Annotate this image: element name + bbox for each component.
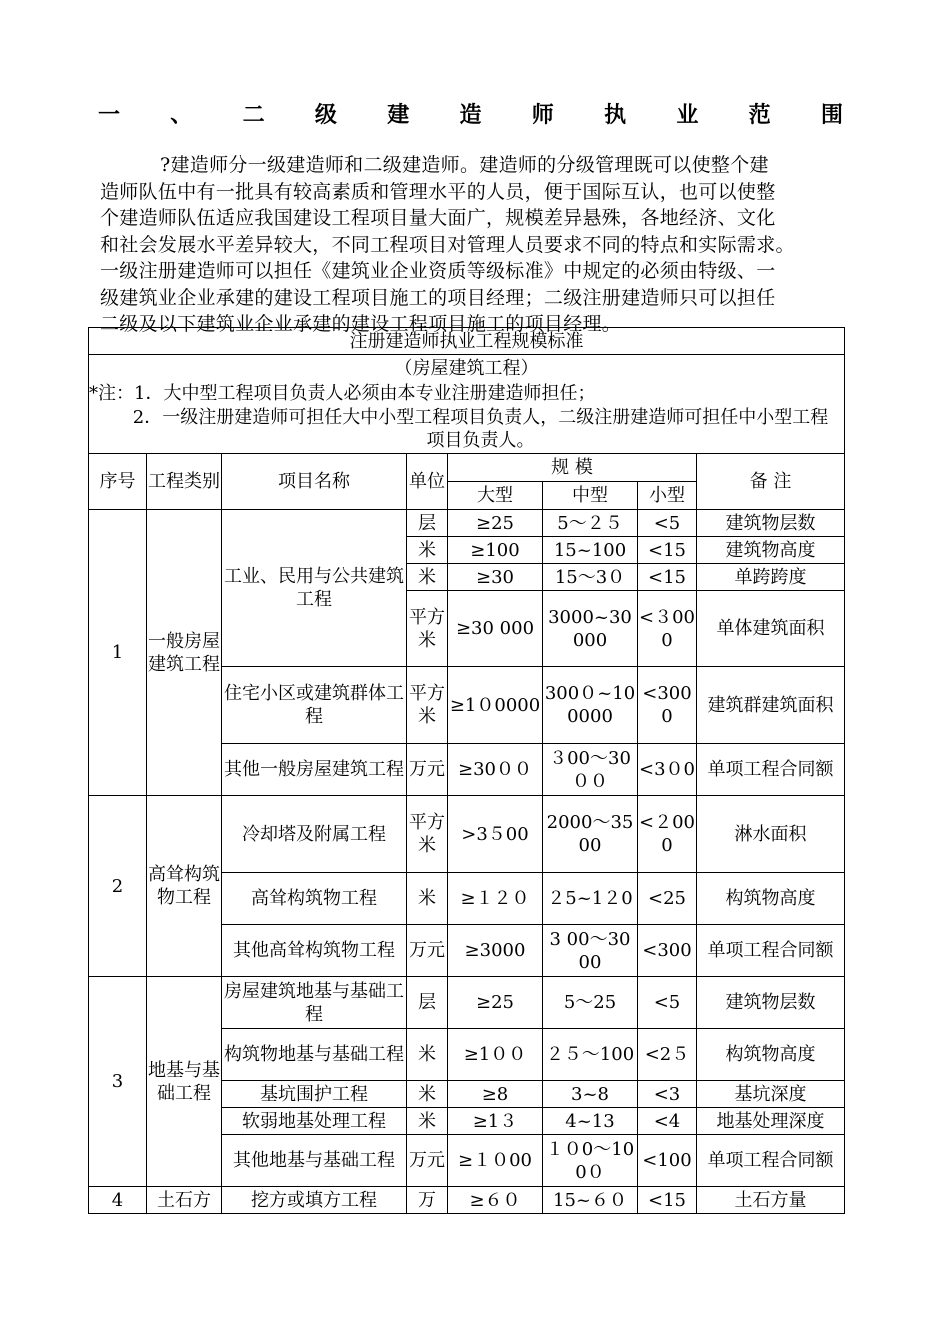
header-project: 项目名称 [222,454,407,510]
small-cell: <3000 [638,667,697,744]
header-medium: 中型 [543,482,638,510]
medium-cell: 5～２５ [543,510,638,537]
seq-cell: 2 [89,796,147,977]
medium-cell: ３00～30００ [543,744,638,796]
project-cell: 其他高耸构筑物工程 [222,925,407,977]
intro-line: 和社会发展水平差异较大，不同工程项目对管理人员要求不同的特点和实际需求。 [100,233,795,256]
header-unit: 单位 [407,454,448,510]
remark-cell: 建筑物层数 [697,977,845,1029]
medium-cell: 3~8 [543,1081,638,1108]
remark-cell: 建筑群建筑面积 [697,667,845,744]
large-cell: ≥1３ [448,1108,543,1135]
remark-cell: 构筑物高度 [697,873,845,925]
medium-cell: ２5~1２0 [543,873,638,925]
seq-cell: 4 [89,1187,147,1214]
project-cell: 冷却塔及附属工程 [222,796,407,873]
unit-cell: 万 [407,1187,448,1214]
small-cell: <300 [638,925,697,977]
medium-cell: 2000～3500 [543,796,638,873]
unit-cell: 层 [407,510,448,537]
table-subtitle: （房屋建筑工程） [89,355,845,382]
intro-line: 级建筑业企业承建的建设工程项目施工的项目经理；二级注册建造师只可以担任 [100,286,776,309]
small-cell: <15 [638,1187,697,1214]
remark-cell: 单跨跨度 [697,564,845,591]
remark-cell: 建筑物层数 [697,510,845,537]
project-cell: 软弱地基处理工程 [222,1108,407,1135]
seq-cell: 1 [89,510,147,796]
title-char: 造 [459,102,482,128]
remark-cell: 单项工程合同额 [697,1135,845,1187]
title-char: 二 [242,102,265,128]
large-cell: ≥30００ [448,744,543,796]
unit-cell: 米 [407,1029,448,1081]
scale-standard-table [88,327,845,1214]
large-cell: ≥６０ [448,1187,543,1214]
remark-cell: 淋水面积 [697,796,845,873]
title-char: 围 [820,102,843,128]
remark-cell: 构筑物高度 [697,1029,845,1081]
large-cell: ≥25 [448,510,543,537]
intro-paragraph [100,152,845,338]
unit-cell: 米 [407,1081,448,1108]
header-small: 小型 [638,482,697,510]
unit-cell: 米 [407,1108,448,1135]
medium-cell: 15～3０ [543,564,638,591]
project-cell: 房屋建筑地基与基础工程 [222,977,407,1029]
header-remark: 备 注 [697,454,845,510]
document-title [98,100,843,130]
header-seq: 序号 [89,454,147,510]
small-cell: <4 [638,1108,697,1135]
large-cell: ≥25 [448,977,543,1029]
category-cell: 一般房屋建筑工程 [147,510,222,796]
intro-line: 造师队伍中有一批具有较高素质和管理水平的人员，便于国际互认，也可以使整 [100,180,776,203]
title-char: 级 [314,102,337,128]
title-char: 、 [170,102,193,128]
table-note-2: 2．一级注册建造师可担任大中小型工程项目负责人，二级注册建造师可担任中小型工程项目负责人。 [89,406,845,454]
table-row [89,977,845,1029]
large-cell: >3５00 [448,796,543,873]
medium-cell: 5～25 [543,977,638,1029]
title-char: 师 [531,102,554,128]
unit-cell: 平方米 [407,796,448,873]
intro-line: 个建造师队伍适应我国建设工程项目量大面广，规模差异悬殊，各地经济、文化 [100,207,776,229]
unit-cell: 米 [407,537,448,564]
small-cell: <15 [638,537,697,564]
project-cell: 其他一般房屋建筑工程 [222,744,407,796]
category-cell: 地基与基础工程 [147,977,222,1187]
category-cell: 土石方 [147,1187,222,1214]
small-cell: <2５ [638,1029,697,1081]
remark-cell: 单项工程合同额 [697,744,845,796]
small-cell: <３000 [638,591,697,667]
small-cell: <5 [638,510,697,537]
medium-cell: 3000~30000 [543,591,638,667]
table-row [89,796,845,873]
small-cell: <２000 [638,796,697,873]
large-cell: ≥30 000 [448,591,543,667]
large-cell: ≥１２０ [448,873,543,925]
small-cell: <3 [638,1081,697,1108]
table-title: 注册建造师执业工程规模标准 [89,328,845,355]
project-cell: 挖方或填方工程 [222,1187,407,1214]
small-cell: <100 [638,1135,697,1187]
intro-line: 二级及以下建筑业企业承建的建设工程项目施工的项目经理。 [100,313,622,335]
large-cell: ≥3000 [448,925,543,977]
large-cell: ≥8 [448,1081,543,1108]
small-cell: <5 [638,977,697,1029]
category-cell: 高耸构筑物工程 [147,796,222,977]
medium-cell: 3 00～3000 [543,925,638,977]
title-char: 执 [604,102,627,128]
large-cell: ≥100 [448,537,543,564]
unit-cell: 万元 [407,1135,448,1187]
title-char: 范 [748,102,771,128]
header-scale: 规 模 [448,454,697,482]
small-cell: <25 [638,873,697,925]
title-char: 建 [387,102,410,128]
project-cell: 住宅小区或建筑群体工程 [222,667,407,744]
large-cell: ≥１０00 [448,1135,543,1187]
remark-cell: 基坑深度 [697,1081,845,1108]
medium-cell: １０0～100０ [543,1135,638,1187]
small-cell: <15 [638,564,697,591]
project-cell: 工业、民用与公共建筑工程 [222,510,407,667]
large-cell: ≥1００ [448,1029,543,1081]
project-cell: 高耸构筑物工程 [222,873,407,925]
remark-cell: 建筑物高度 [697,537,845,564]
remark-cell: 土石方量 [697,1187,845,1214]
remark-cell: 单项工程合同额 [697,925,845,977]
unit-cell: 平方米 [407,591,448,667]
unit-cell: 米 [407,873,448,925]
title-char: 一 [98,102,121,128]
table-row [89,1187,845,1214]
medium-cell: 15~100 [543,537,638,564]
intro-line: 一级注册建造师可以担任《建筑业企业资质等级标准》中规定的必须由特级、一 [100,260,776,282]
unit-cell: 米 [407,564,448,591]
table-row [89,510,845,537]
table-note-1: *注：1．大中型工程项目负责人必须由本专业注册建造师担任； [89,382,845,406]
medium-cell: ２５～100 [543,1029,638,1081]
unit-cell: 万元 [407,744,448,796]
medium-cell: 15~６０ [543,1187,638,1214]
intro-line: ?建造师分一级建造师和二级建造师。建造师的分级管理既可以使整个建 [160,154,769,176]
remark-cell: 单体建筑面积 [697,591,845,667]
header-large: 大型 [448,482,543,510]
large-cell: ≥1０0000 [448,667,543,744]
medium-cell: 4~13 [543,1108,638,1135]
small-cell: <3０0 [638,744,697,796]
medium-cell: 300０~100000 [543,667,638,744]
header-category: 工程类别 [147,454,222,510]
remark-cell: 地基处理深度 [697,1108,845,1135]
seq-cell: 3 [89,977,147,1187]
title-char: 业 [676,102,699,128]
project-cell: 基坑围护工程 [222,1081,407,1108]
large-cell: ≥30 [448,564,543,591]
project-cell: 构筑物地基与基础工程 [222,1029,407,1081]
unit-cell: 万元 [407,925,448,977]
unit-cell: 层 [407,977,448,1029]
project-cell: 其他地基与基础工程 [222,1135,407,1187]
unit-cell: 平方米 [407,667,448,744]
